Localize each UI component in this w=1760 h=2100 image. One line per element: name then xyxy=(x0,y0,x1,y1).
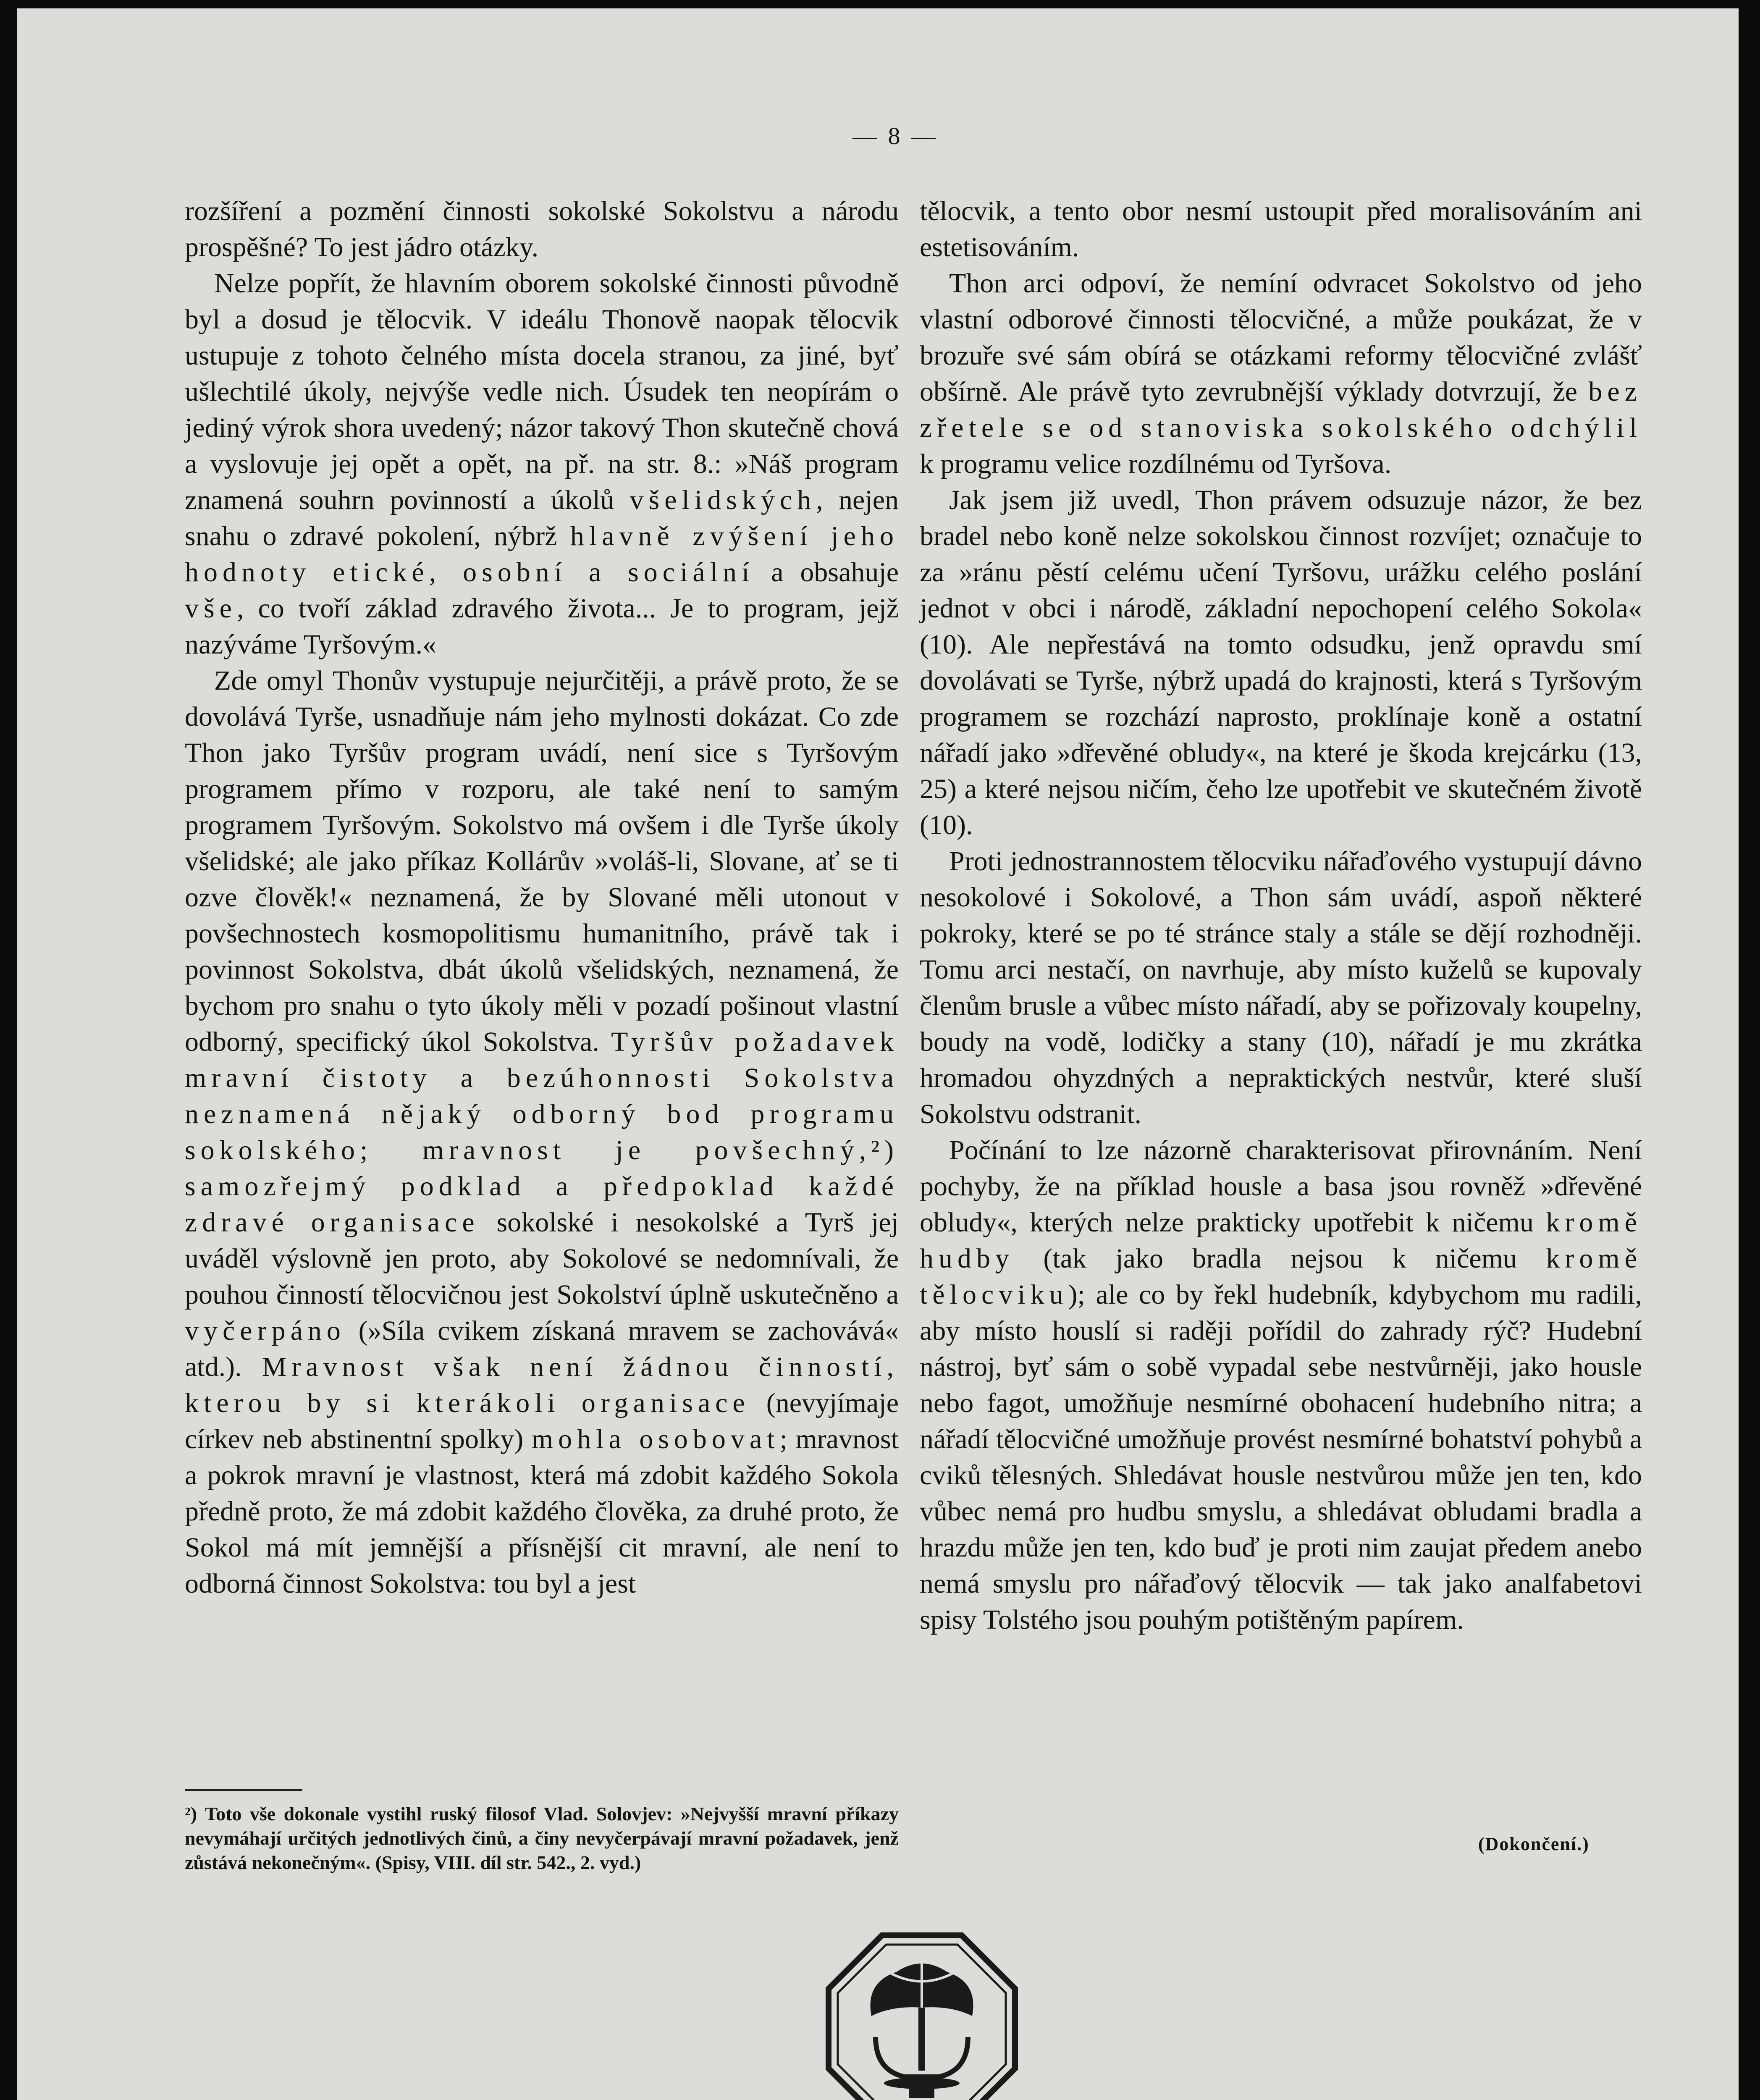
footnote-divider xyxy=(185,1789,302,1791)
emphasized-text: všelidských xyxy=(630,485,816,515)
emphasized-text: hlavně zvýšení jeho hodnoty etické, osobní a sociální xyxy=(185,521,899,588)
text-run: Počínání to lze názorně charakterisovat přirovnáním. Není pochyby, že na příklad housle a basa jsou rovněž »dřevěné obludy«, kterých nelze prakticky upotřebit k ničemu xyxy=(920,1135,1642,1238)
octagonal-tree-urn-emblem-icon xyxy=(825,1932,1018,2100)
text-run: rozšíření a pozmění činnosti sokolské Sokolstvu a národu prospěšné? To jest jádro otázky. xyxy=(185,196,899,262)
left-column xyxy=(185,193,899,1602)
paragraph xyxy=(185,265,899,663)
text-run: , co tvoří základ zdravého života... Je to program, jejž nazýváme Tyršovým.« xyxy=(185,593,899,660)
footnote: ²) Toto vše dokonale vystihl ruský filosof Vlad. Solovjev: »Nejvyšší mravní příkazy nevymáhají určitých jednotlivých činů, a činy nevyčerpávají mravní požadavek, jenž zůstává nekonečným«. (Spisy, VIII. díl str. 542., 2. vyd.) xyxy=(185,1803,899,1873)
text-run: tělocvik, a tento obor nesmí ustoupit před moralisováním ani estetisováním. xyxy=(920,196,1642,262)
paragraph xyxy=(920,482,1642,843)
emphasized-text: kromě tělocviku xyxy=(920,1243,1642,1310)
text-run: Proti jednostrannostem tělocviku nářaďového vystupují dávno nesokolové i Sokolové, a Thon sám uvádí, aspoň některé pokroky, které se po té stránce staly a stále se dějí rozhodněji. Tomu arci nestačí, on navrhuje, aby místo kuželů se kupovaly členům brusle a vůbec místo nářadí, aby se pořizovaly koupelny, boudy na vodě, lodičky a stany (10), nářadí je mu zkrátka hromadou ohyzdných a nepraktických nestvůr, které sluší Sokolstvu odstranit. xyxy=(920,846,1642,1129)
paragraph xyxy=(920,1132,1642,1638)
right-column xyxy=(920,193,1642,1638)
paragraph xyxy=(920,843,1642,1132)
paragraph xyxy=(185,193,899,265)
text-run: , nejen snahu o zdravé pokolení, nýbrž xyxy=(185,485,899,551)
document-page xyxy=(17,8,1739,2100)
paragraph xyxy=(920,193,1642,265)
emphasized-text: Mravnost však není žádnou činností, kterou by si kterákoli organisace xyxy=(185,1352,899,1418)
text-run: Nelze popřít, že hlavním oborem sokolské činnosti původně byl a dosud je tělocvik. V ideálu Thonově naopak tělocvik ustupuje z tohoto čelného místa docela stranou, za jiné, byť ušlechtilé úkoly, nejvýše vedle nich. Úsudek ten neopírám o jediný výrok shora uvedený; názor takový Thon skutečně chová a vyslovuje jej opět a opět, na př. na str. 8.: »Náš program znamená souhrn povinností a úkolů xyxy=(185,268,899,515)
text-run: Zde omyl Thonův vystupuje nejurčitěji, a právě proto, že se dovolává Tyrše, usnadňuje nám jeho mylnosti dokázat. Co zde Thon jako Tyršův program uvádí, není sice s Tyršovým programem přímo v rozporu, ale také není to samým programem Tyršovým. Sokolstvo má ovšem i dle Tyrše úkoly všelidské; ale jako příkaz Kollárův »voláš-li, Slovane, ať se ti ozve člověk!« neznamená, že by Slované měli utonout v povšechnostech kosmopolitismu humanitního, právě tak i povinnost Sokolstva, dbát úkolů všelidských, neznamená, že bychom pro snahu o tyto úkoly měli v pozadí pošinout vlastní odborný, specifický úkol Sokolstva. xyxy=(185,665,899,1057)
emphasized-text: mohla osobovat xyxy=(531,1424,780,1454)
text-run: a obsahuje xyxy=(754,557,899,588)
emphasized-text: vše xyxy=(185,593,237,624)
text-run: k programu velice rozdílnému od Tyršova. xyxy=(920,449,1392,479)
emphasized-text: vyčerpáno xyxy=(185,1315,346,1346)
emphasized-text: kromě hudby xyxy=(920,1207,1642,1274)
text-run: sokolské i nesokolské a Tyrš jej uváděl výslovně jen proto, aby Sokolové se nedomnívali, že pouhou činností tělocvičnou jest Sokolství úplně uskutečněno a xyxy=(185,1207,899,1310)
text-run: (tak jako bradla nejsou k ničemu xyxy=(1014,1243,1546,1274)
emphasized-text: bez zřetele se od stanoviska sokolského odchýlil xyxy=(920,376,1642,443)
text-run: ; mravnost a pokrok mravní je vlastnost, která má zdobit každého Sokola předně proto, že má zdobit každého člověka, za druhé proto, že Sokol má mít jemnější a přísnější cit mravní, ale není to odborná činnost Sokolstva: tou byl a jest xyxy=(185,1424,899,1599)
text-run: Jak jsem již uvedl, Thon právem odsuzuje názor, že bez bradel nebo koně nelze sokolskou činnost rozvíjet; označuje to za »ránu pěstí celému učení Tyršovu, urážku celého poslání jednot v obci i národě, základní nepochopení celého Sokola« (10). Ale nepřestává na tomto odsudku, jenž opravdu smí dovolávati se Tyrše, nýbrž upadá do krajnosti, která s Tyršovým programem se rozchází naprosto, proklínaje koně a ostatní nářadí jako »dřevěné obludy«, na které je škoda krejcárku (13, 25) a které nejsou ničím, čeho lze upotřebit ve skutečném životě (10). xyxy=(920,485,1642,840)
page-number: — 8 — xyxy=(852,122,938,150)
text-run: ); ale co by řekl hudebník, kdybychom mu radili, aby místo houslí si raději pořídil do zahrady rýč? Hudební nástroj, byť sám o sobě vypadal sebe nestvůrněji, jako housle nebo fagot, umožňuje nesmírné obohacení hudebního nitra; a nářadí tělocvičné umožňuje provést nesmírné bohatství pohybů a cviků tělesných. Shledávat housle nestvůrou může jen ten, kdo vůbec nemá pro hudbu smyslu, a shledávat obludami bradla a hrazdu může jen ten, kdo buď je proti nim zaujat předem anebo nemá smyslu pro nářaďový tělocvik — tak jako analfabetovi spisy Tolstého jsou pouhým potištěným papírem. xyxy=(920,1279,1642,1635)
continuation-note: (Dokončení.) xyxy=(1478,1834,1590,1854)
text-run: Thon arci odpoví, že nemíní odvracet Sokolstvo od jeho vlastní odborové činnosti tělocvičné, a může poukázat, že v brozuře své sám obírá se otázkami reformy tělocvičné zvlášť obšírně. Ale právě tyto zevrubnější výklady dotvrzují, že xyxy=(920,268,1642,407)
paragraph xyxy=(185,663,899,1602)
text-run: (»Síla cvikem získaná mravem se zachovává« atd.). xyxy=(185,1315,899,1382)
text-run: (nevyjímaje církev neb abstinentní spolky) xyxy=(185,1388,899,1454)
emphasized-text: Tyršův požadavek mravní čistoty a bezúhonnosti Sokolstva neznamená nějaký odborný bod programu sokolského; mravnost je povšechný,²) samozřejmý podklad a předpoklad každé zdravé organisace xyxy=(185,1026,899,1238)
paragraph xyxy=(920,265,1642,482)
